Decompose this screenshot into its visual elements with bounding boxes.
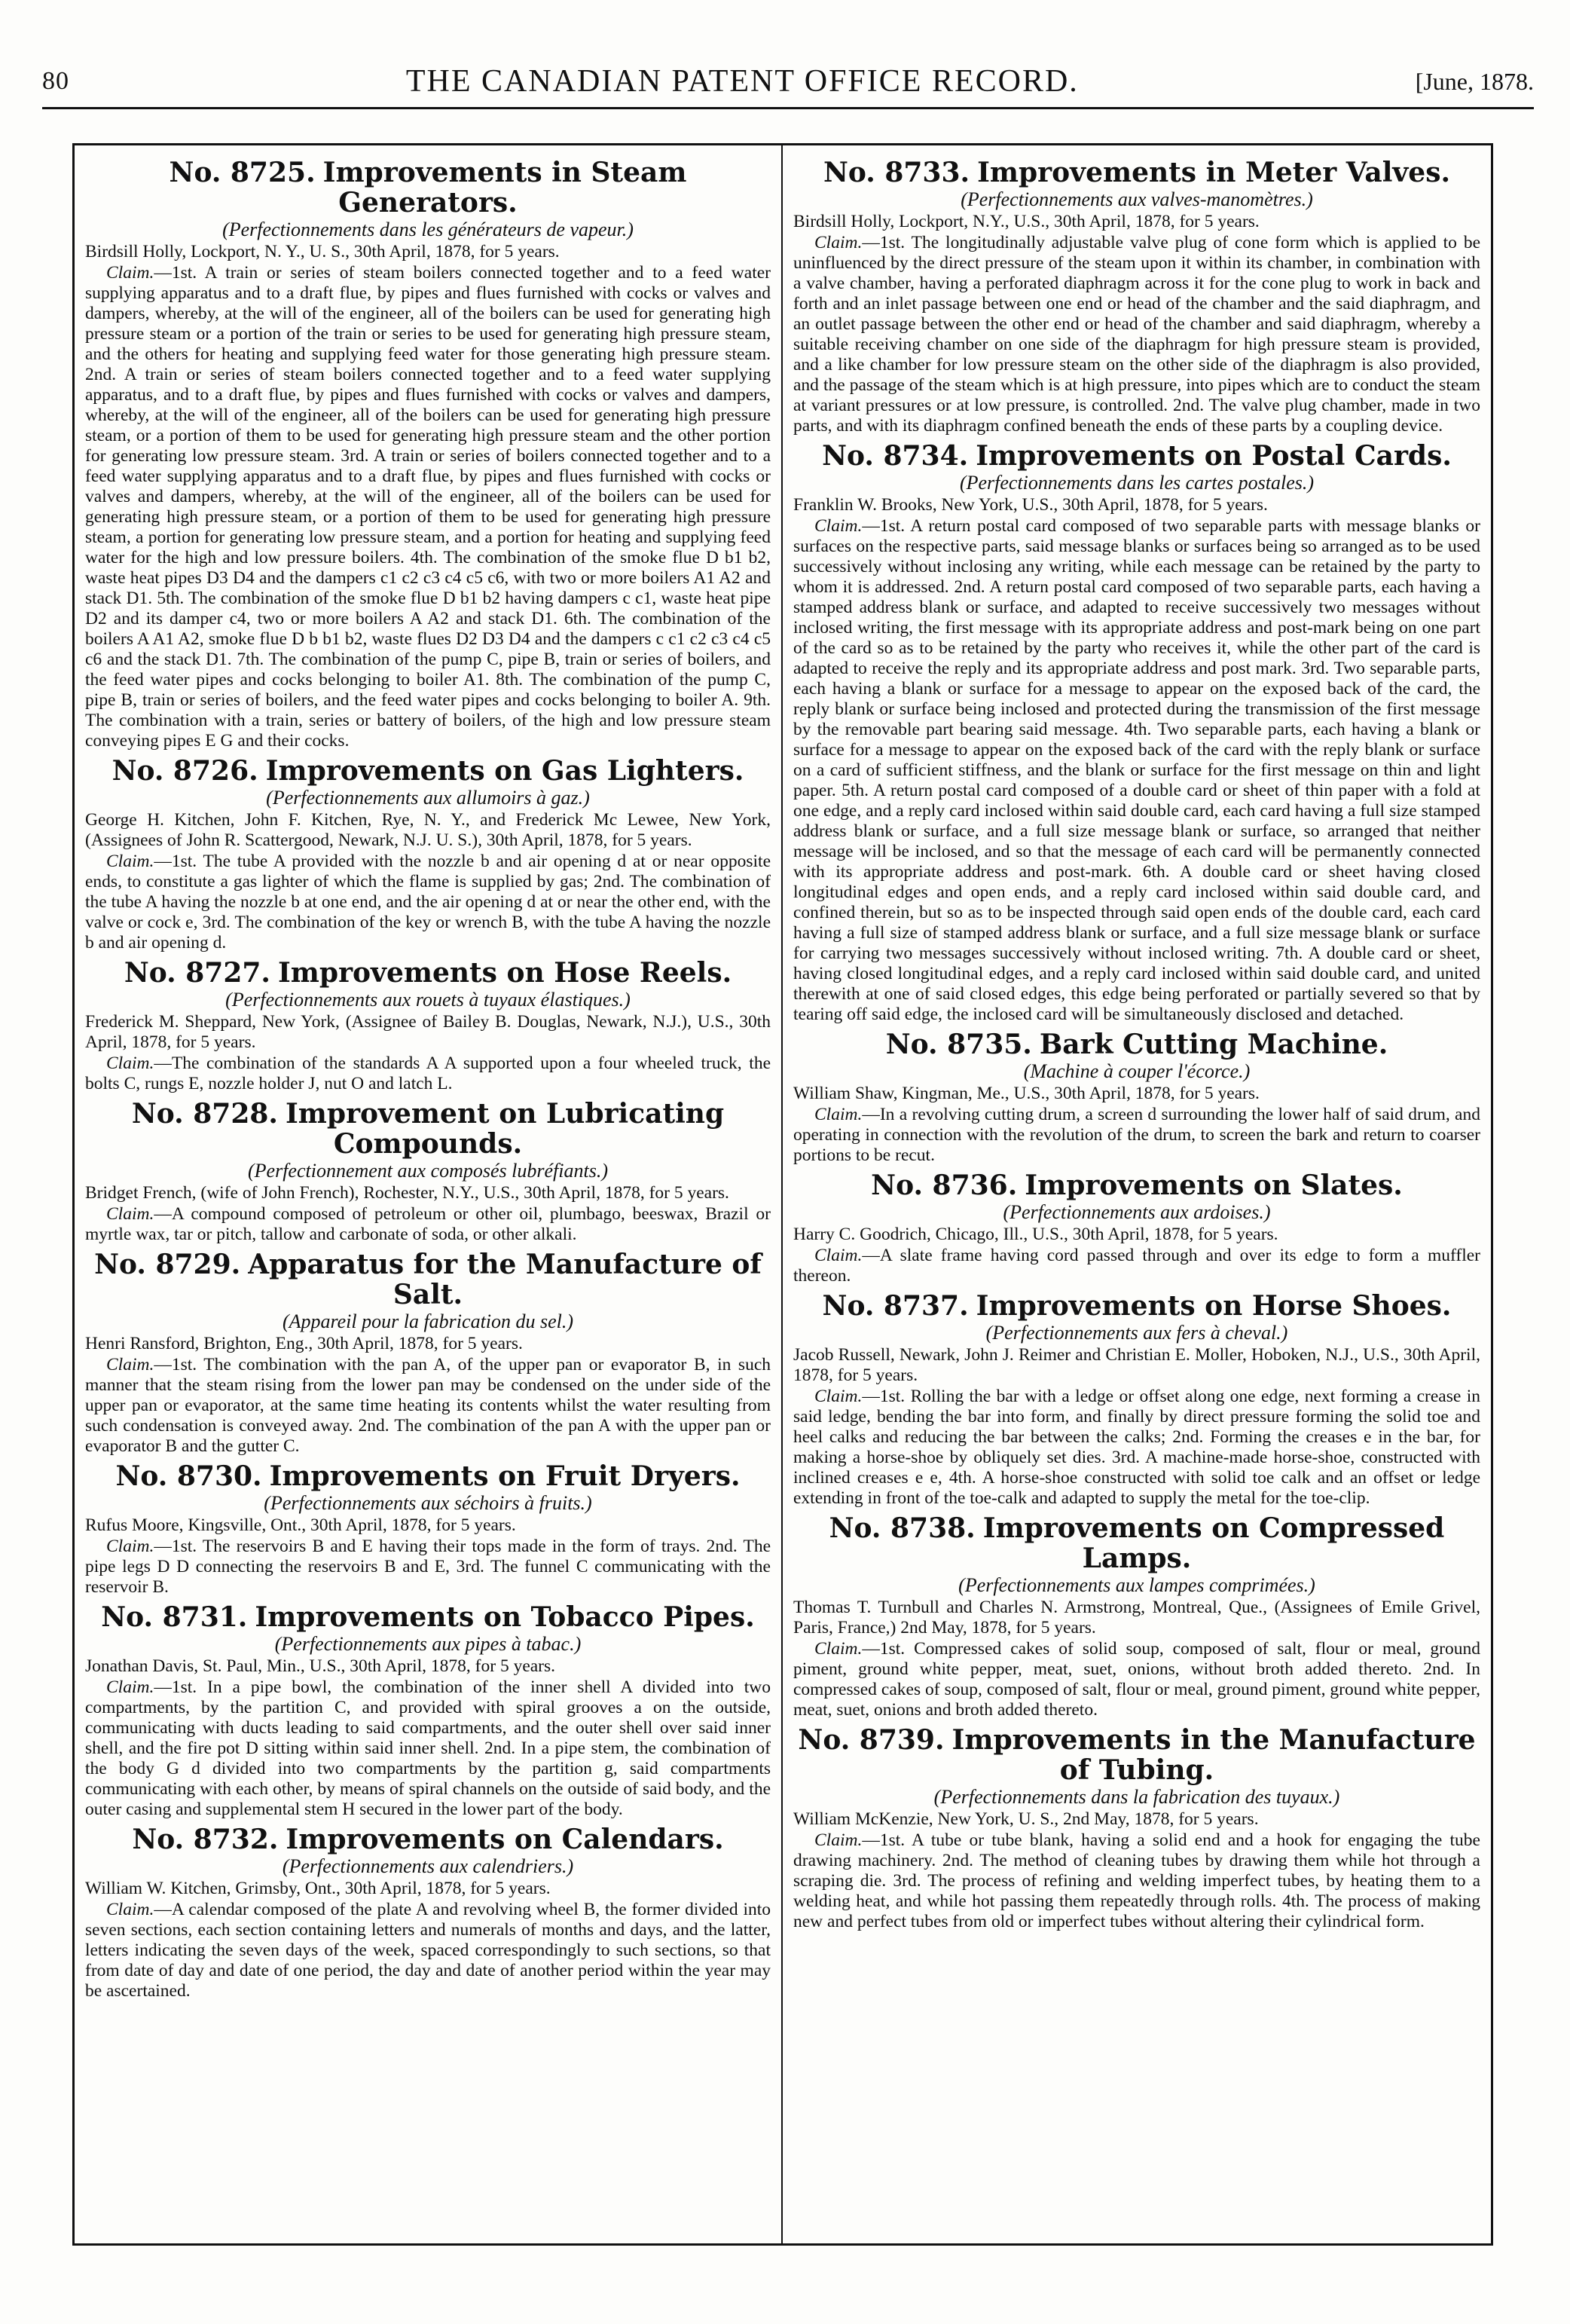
patent-title: Improvements on Postal Cards. <box>976 440 1452 472</box>
patent-entry <box>85 1602 771 1820</box>
claim-text: —1st. Compressed cakes of solid soup, composed of salt, flour or meal, ground piment, ground white pepper, meat, suet, onions, without broth added thereto. 2nd. In compressed cakes of soup, composed of salt, flour or meal, ground piment, ground white pepper, meat, suet, onions and broth added thereto. <box>793 1639 1480 1720</box>
patent-number: No. 8725. <box>169 157 316 188</box>
patent-title: Improvements on Horse Shoes. <box>976 1290 1452 1322</box>
page-header <box>42 59 1534 104</box>
claim-label: Claim. <box>106 1677 154 1697</box>
patent-number: No. 8736. <box>871 1170 1018 1201</box>
patent-title: Improvements on Hose Reels. <box>277 957 732 989</box>
patent-title: Improvements on Tobacco Pipes. <box>255 1601 755 1633</box>
patent-french-title: (Perfectionnements aux calendriers.) <box>282 1855 574 1877</box>
patent-entry <box>85 1099 771 1245</box>
patent-heading <box>85 1602 771 1632</box>
patent-entry <box>793 1513 1480 1720</box>
patent-title: Apparatus for the Manufacture of Salt. <box>248 1249 762 1310</box>
patent-entry <box>85 1249 771 1457</box>
patent-claim <box>85 1355 771 1457</box>
patent-grantee: Jacob Russell, Newark, John J. Reimer and Christian E. Moller, Hoboken, N.J., U.S., 30th April, 1878, for 5 years. <box>793 1345 1480 1385</box>
patent-claim <box>85 1900 771 2001</box>
claim-text: —The combination of the standards A A supported upon a four wheeled truck, the bolts C, rungs E, nozzle holder J, nut O and latch L. <box>85 1053 771 1093</box>
patent-entry <box>793 1725 1480 1932</box>
patent-claim <box>85 1537 771 1598</box>
patent-claim <box>85 263 771 751</box>
claim-label: Claim. <box>106 263 154 283</box>
patent-grantee: Birdsill Holly, Lockport, N. Y., U. S., 30th April, 1878, for 5 years. <box>85 242 560 261</box>
patent-title: Improvements in Steam Generators. <box>322 157 687 219</box>
patent-grantee: Birdsill Holly, Lockport, N.Y., U.S., 30th April, 1878, for 5 years. <box>793 212 1260 231</box>
patent-number: No. 8735. <box>885 1029 1032 1060</box>
patent-number: No. 8728. <box>131 1098 278 1130</box>
patent-title: Improvements on Compressed Lamps. <box>982 1512 1445 1574</box>
claim-text: —1st. The combination with the pan A, of the upper pan or evaporator B, in such manner that the steam rising from the lower pan may be condensed on the under side of the upper pan or evaporator, at the same time heating its contents whilst the water resulting from such condensation is conveyed away. 2nd. The combination of the pan A with the upper pan or evaporator B and the gutter C. <box>85 1355 771 1456</box>
patent-heading <box>793 1725 1480 1785</box>
patent-heading <box>85 1249 771 1310</box>
patent-number: No. 8734. <box>822 440 969 472</box>
patent-title: Improvements in Meter Valves. <box>977 157 1451 188</box>
patent-french-title: (Perfectionnements aux rouets à tuyaux élastiques.) <box>225 989 631 1011</box>
patent-number: No. 8726. <box>111 755 258 787</box>
patent-number: No. 8730. <box>115 1460 262 1492</box>
patent-heading <box>793 1513 1480 1573</box>
claim-text: —1st. A return postal card composed of two separable parts with message blanks or surfaces on the respective parts, said message blanks or surfaces being so arranged as to be used successively without inclosing any writing, while each message can be retained by the party to whom it is addressed. 2nd. A return postal card composed of two separable parts, each having a stamped address blank or surface, and adapted to receive successively two messages without inclosed writing, the first message with its appropriate address and post-mark being on one part of the card so as to be retained by the party who receives it, while the other part of the card is adapted to receive the reply and its appropriate address and post mark. 3rd. Two separable parts, each having a blank or surface for a message to appear on the exposed back of the card, the reply blank or surface being inclosed and protected during the transmission of the first message by the removable part bearing said message. 4th. Two separable parts, each having a blank or surface for a message to appear on the exposed back of the card with the reply blank or surface on a card of sufficient stiffness, and the blank or surface for the first message on thin and light paper. 5th. A return postal card composed of a double card or sheet of thin paper with a fold at one edge, and a reply card inclosed within said double card, each card having a full size stamped address blank or surface, and a full size message blank or surface, so arranged that neither message will be inclosed, and so that the message of each card will be permanently connected with its appropriate address and post-mark. 6th. A double card or sheet having closed longitudinal edges and open ends, and a reply card inclosed within said double card, and confined therein, but so as to be inspected through said open ends of the double card, each card having a full size of stamped address blank or surface, and a full size message blank or surface for carrying two messages successively without inclosed writing. 7th. A double card or sheet, having closed longitudinal edges, and a reply card inclosed within said double card, and united therewith at one of said closed edges, this edge being perforated or partially severed so that by tearing off said edge, the inclosed card will be simultaneously disclosed and detached. <box>793 516 1480 1024</box>
patent-number: No. 8737. <box>822 1290 969 1322</box>
right-column <box>783 145 1491 2243</box>
claim-text: —1st. The reservoirs B and E having their tops made in the form of trays. 2nd. The pipe legs D D connecting the reservoirs B and E, 3rd. The funnel C communicating with the reservoir B. <box>85 1537 771 1597</box>
patent-claim <box>793 233 1480 436</box>
patent-french-title: (Perfectionnements aux pipes à tabac.) <box>274 1633 582 1655</box>
patent-title: Improvement on Lubricating Compounds. <box>285 1098 725 1160</box>
patent-claim <box>793 1387 1480 1509</box>
claim-label: Claim. <box>814 1639 863 1659</box>
patent-number: No. 8732. <box>132 1824 279 1855</box>
patent-entry <box>85 1461 771 1598</box>
patent-grantee: William W. Kitchen, Grimsby, Ont., 30th April, 1878, for 5 years. <box>85 1879 551 1898</box>
claim-text: —1st. In a pipe bowl, the combination of the inner shell A divided into two compartments, by the partition C, and provided with spiral grooves a on the outside, communicating with ducts leading to said compartments, and the outer shell over said inner shell, and the fire pot D sitting within said inner shell. 2nd. In a pipe stem, the combination of the body G d divided into two compartments by the partition g, said compartments communicating with each other, by means of spiral channels on the outside of said body, and the outer casing and supplemental stem H secured in the lower part of the body. <box>85 1677 771 1819</box>
patent-number: No. 8729. <box>94 1249 241 1280</box>
patent-french-title: (Perfectionnements aux ardoises.) <box>1003 1201 1271 1223</box>
patent-number: No. 8738. <box>829 1512 976 1544</box>
claim-text: —1st. A train or series of steam boilers connected together and to a feed water supplying apparatus and to a draft flue, by pipes and flues furnished with cocks or valves and dampers, whereby, at the will of the engineer, all of the boilers can be used for generating high pressure steam or a portion of the train or series to be used for generating high pressure steam, and the others for heating and supplying feed water for those generating high pressure steam. 2nd. A train or series of steam boilers connected together and to a feed water supplying apparatus, and to a draft flue, by pipes and flues furnished with cocks or valves and dampers, whereby, at the will of the engineer, all of the boilers can be used for generating high pressure steam, or a portion of them to be used for generating high pressure steam and the other portion for generating low pressure steam. 3rd. A train or series of boilers connected together and to a feed water supplying apparatus and to a draft flue, by pipes and flues furnished with cocks or valves and dampers, whereby, at the will of the engineer, all of the boilers can be used for generating high pressure steam, or a portion of them to be used for generating high pressure steam, a portion for generating low pressure steam, and a portion for heating and supplying feed water for the high and low pressure boilers. 4th. The combination of the smoke flue D b1 b2, waste heat pipes D3 D4 and the dampers c1 c2 c3 c4 c5 c6, with two or more boilers A1 A2 and stack D1. 5th. The combination of the smoke flue D b1 b2 having dampers c c1, waste heat pipe D2 and its damper c4, two or more boilers A A2 and stack D1. 6th. The combination of the boilers A A1 A2, smoke flue D b b1 b2, waste flues D2 D3 D4 and the dampers c c1 c2 c3 c4 c5 c6 and the stack D1. 7th. The combination of the pump C, pipe B, train or series of boilers, and the feed water pipes and cocks belonging to boiler A1. 8th. The combination of the pump C, pipe B, train or series of boilers, and the feed water pipes and cocks belonging to boiler A. 9th. The combination with a train, series or battery of boilers, of the high and low pressure steam conveying pipes E G and their cocks. <box>85 263 771 751</box>
claim-label: Claim. <box>106 1355 154 1375</box>
patent-french-title: (Perfectionnements dans la fabrication des tuyaux.) <box>933 1786 1340 1808</box>
patent-title: Bark Cutting Machine. <box>1039 1029 1388 1060</box>
claim-text: —A calendar composed of the plate A and revolving wheel B, the former divided into seven sections, each section containing letters and numerals of months and days, and the latter, letters indicating the seven days of the week, spaced correspondingly to such sections, so that from date of day and date of one period, the day and date of another period within the year may be ascertained. <box>85 1900 771 2001</box>
patent-french-title: (Perfectionnements aux lampes comprimées.) <box>958 1574 1315 1596</box>
patent-entry <box>793 441 1480 1025</box>
claim-label: Claim. <box>814 233 863 252</box>
patent-french-title: (Perfectionnements aux fers à cheval.) <box>985 1322 1288 1344</box>
claim-text: —1st. Rolling the bar with a ledge or offset along one edge, next forming a crease in said ledge, bending the bar into form, and finally by direct pressure forming the solid toe and heel calks and reducing the bar between the calks; 2nd. Forming the creases e in the bar, for making a horse-shoe by obliquely set dies. 3rd. A machine-made horse-shoe, constructed with inclined creases e e, 4th. A horse-shoe constructed with solid toe calk and an offset or ledge extending in front of the toe-calk and adapted to supply the metal for the toe-clip. <box>793 1387 1480 1508</box>
patent-heading <box>793 441 1480 471</box>
claim-label: Claim. <box>814 516 863 536</box>
patent-heading <box>85 1824 771 1855</box>
patent-grantee: Thomas T. Turnbull and Charles N. Armstrong, Montreal, Que., (Assignees of Emile Grivel, Paris, France,) 2nd May, 1878, for 5 years. <box>793 1598 1480 1638</box>
patent-claim <box>85 852 771 953</box>
patent-french-title: (Perfectionnements dans les cartes postales.) <box>959 472 1315 494</box>
patent-heading <box>85 157 771 218</box>
patent-title: Improvements on Calendars. <box>286 1824 724 1855</box>
patent-grantee: George H. Kitchen, John F. Kitchen, Rye, N. Y., and Frederick Mc Lewee, New York, (Assignees of John R. Scattergood, Newark, N.J. U. S.), 30th April, 1878, for 5 years. <box>85 810 771 850</box>
patent-heading <box>793 1291 1480 1321</box>
claim-label: Claim. <box>814 1246 863 1265</box>
page-date: [June, 1878. <box>1415 67 1534 95</box>
patent-title: Improvements on Fruit Dryers. <box>269 1460 741 1492</box>
claim-text: —In a revolving cutting drum, a screen d surrounding the lower half of said drum, and operating in connection with the revolution of the drum, to screen the bark and return to coarser portions to be recut. <box>793 1105 1480 1165</box>
claim-label: Claim. <box>106 1900 154 1919</box>
patent-entry <box>85 157 771 751</box>
running-title: THE CANADIAN PATENT OFFICE RECORD. <box>405 64 1079 99</box>
header-rule <box>42 107 1534 109</box>
patent-grantee: Harry C. Goodrich, Chicago, Ill., U.S., 30th April, 1878, for 5 years. <box>793 1225 1278 1244</box>
claim-text: —A slate frame having cord passed through and over its edge to form a muffler thereon. <box>793 1246 1480 1286</box>
patent-title: Improvements in the Manufacture of Tubing. <box>951 1724 1476 1786</box>
patent-claim <box>85 1677 771 1820</box>
patent-french-title: (Perfectionnements aux allumoirs à gaz.) <box>266 787 590 809</box>
claim-text: —1st. The longitudinally adjustable valve plug of cone form which is applied to be uninfluenced by the direct pressure of the steam upon it within its chamber, in combination with a valve chamber, having a perforated diaphragm across it for the cone plug to work in back and forth and an inlet passage between one end or head of the chamber and the said diaphragm, and an outlet passage between the other end or head of the chamber and said diaphragm, whereby a suitable receiving chamber on one side of the diaphragm for high pressure steam is provided, and a like chamber for low pressure steam on the other side of the diaphragm is also provided, and the passage of the steam which is at high pressure, into pipes which are to conduct the steam at variant pressures or at low pressure, is controlled. 2nd. The valve plug chamber, made in two parts, and with its diaphragm confined beneath the ends of these parts by a coupling device. <box>793 233 1480 436</box>
left-column <box>75 145 783 2243</box>
patent-claim <box>85 1053 771 1094</box>
patent-heading <box>793 1170 1480 1200</box>
patent-entry <box>85 756 771 953</box>
patent-entry <box>793 1029 1480 1166</box>
patent-entry <box>85 1824 771 2001</box>
claim-text: —1st. The tube A provided with the nozzle b and air opening d at or near opposite ends, to constitute a gas lighter of which the flame is supplied by gas; 2nd. The combination of the tube A having the nozzle b at one end, and the air opening d at or near the other end, with the valve or cock e, 3rd. The combination of the key or wrench B, with the tube A having the nozzle b and air opening d. <box>85 852 771 953</box>
patent-claim <box>793 1105 1480 1166</box>
claim-label: Claim. <box>814 1387 863 1406</box>
claim-label: Claim. <box>106 852 154 871</box>
patent-entry <box>793 157 1480 436</box>
patent-title: Improvements on Slates. <box>1025 1170 1403 1201</box>
patent-french-title: (Perfectionnements aux séchoirs à fruits.) <box>264 1492 592 1514</box>
patent-heading <box>85 1461 771 1491</box>
patent-heading <box>85 756 771 786</box>
patent-grantee: Frederick M. Sheppard, New York, (Assignee of Bailey B. Douglas, Newark, N.J.), U.S., 30th April, 1878, for 5 years. <box>85 1012 771 1052</box>
patent-french-title: (Appareil pour la fabrication du sel.) <box>282 1310 574 1332</box>
patent-grantee: William Shaw, Kingman, Me., U.S., 30th April, 1878, for 5 years. <box>793 1084 1260 1103</box>
claim-text: —1st. A tube or tube blank, having a solid end and a hook for engaging the tube drawing machinery. 2nd. The method of cleaning tubes by drawing them while hot through a scraping die. 3rd. The process of refining and welding imperfect tubes, by heating them to a welding heat, and while hot passing them repeatedly through rolls. 4th. The process of making new and perfect tubes from old or imperfect tubes without altering their cylindrical form. <box>793 1830 1480 1931</box>
claim-text: —A compound composed of petroleum or other oil, plumbago, beeswax, Brazil or myrtle wax, tar or pitch, tallow and carbonate of soda, or other alkali. <box>85 1204 771 1244</box>
claim-label: Claim. <box>106 1204 154 1224</box>
patent-heading <box>85 958 771 988</box>
claim-label: Claim. <box>106 1537 154 1556</box>
patent-number: No. 8733. <box>823 157 970 188</box>
patent-grantee: Franklin W. Brooks, New York, U.S., 30th April, 1878, for 5 years. <box>793 495 1268 515</box>
patent-french-title: (Perfectionnements dans les générateurs de vapeur.) <box>222 219 634 240</box>
claim-label: Claim. <box>106 1053 154 1073</box>
patent-entry <box>85 958 771 1094</box>
patent-french-title: (Machine à couper l'écorce.) <box>1023 1060 1251 1082</box>
patent-claim <box>793 1830 1480 1932</box>
patent-claim <box>793 516 1480 1025</box>
patent-grantee: William McKenzie, New York, U. S., 2nd May, 1878, for 5 years. <box>793 1809 1259 1829</box>
page-number: 80 <box>42 67 69 95</box>
patent-french-title: (Perfectionnement aux composés lubréfiants.) <box>248 1160 608 1182</box>
patent-grantee: Rufus Moore, Kingsville, Ont., 30th April, 1878, for 5 years. <box>85 1515 516 1535</box>
claim-label: Claim. <box>814 1105 863 1124</box>
patent-heading <box>793 1029 1480 1060</box>
patent-entry <box>793 1170 1480 1286</box>
patent-number: No. 8727. <box>124 957 270 989</box>
patent-number: No. 8731. <box>101 1601 248 1633</box>
patent-french-title: (Perfectionnements aux valves-manomètres.) <box>961 188 1313 210</box>
patent-heading <box>793 157 1480 188</box>
patent-claim <box>85 1204 771 1245</box>
patent-grantee: Henri Ransford, Brighton, Eng., 30th April, 1878, for 5 years. <box>85 1334 523 1353</box>
patent-grantee: Bridget French, (wife of John French), Rochester, N.Y., U.S., 30th April, 1878, for 5 years. <box>85 1183 729 1203</box>
patent-heading <box>85 1099 771 1159</box>
patent-claim <box>793 1246 1480 1286</box>
patent-grantee: Jonathan Davis, St. Paul, Min., U.S., 30th April, 1878, for 5 years. <box>85 1656 556 1676</box>
patent-claim <box>793 1639 1480 1720</box>
patent-number: No. 8739. <box>798 1724 945 1756</box>
claim-label: Claim. <box>814 1830 863 1850</box>
patent-listing-frame <box>72 143 1493 2246</box>
patent-entry <box>793 1291 1480 1509</box>
patent-title: Improvements on Gas Lighters. <box>265 755 744 787</box>
